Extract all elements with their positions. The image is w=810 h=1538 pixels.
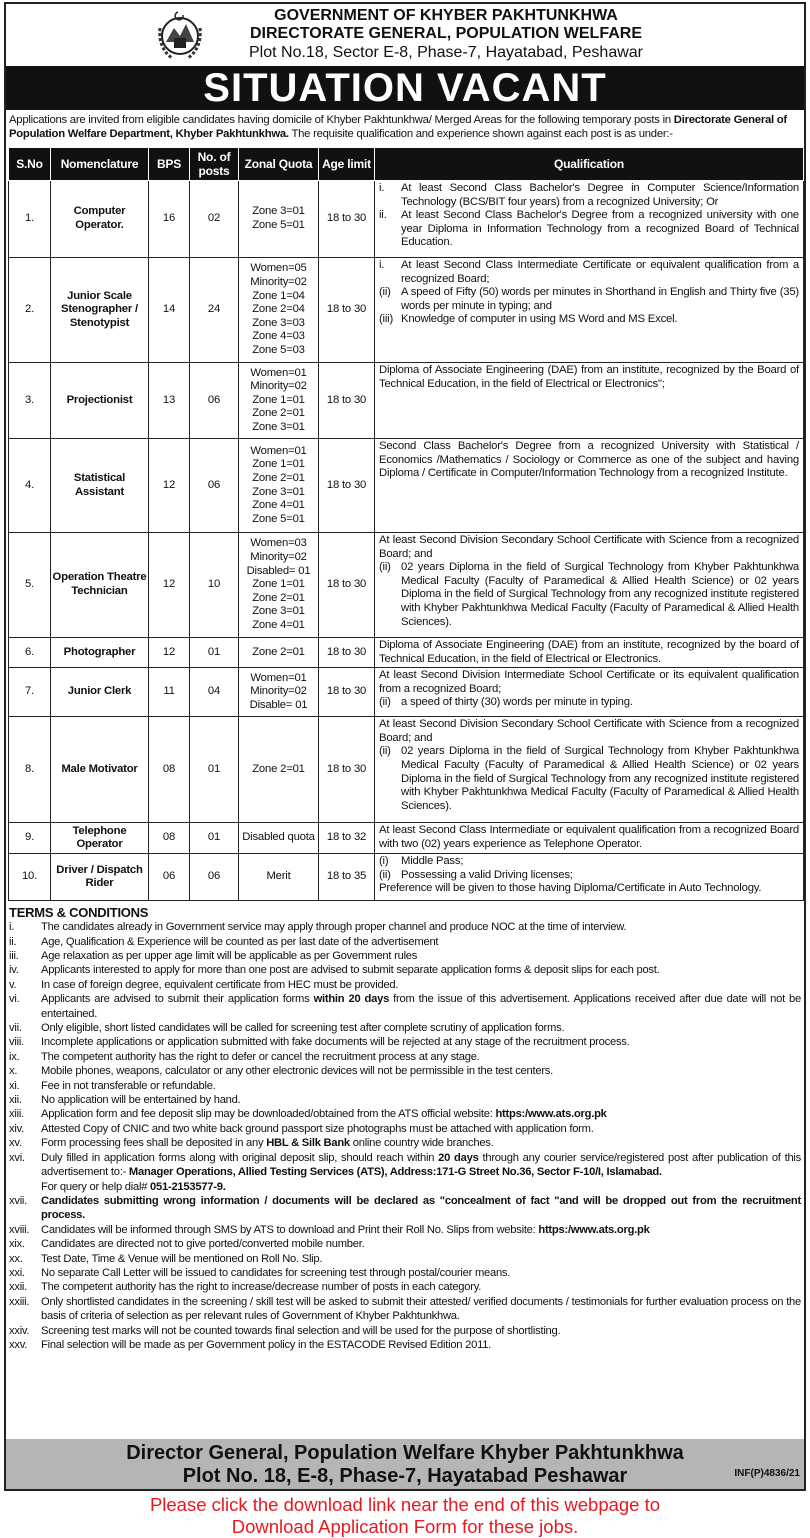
term-segment: Form processing fees shall be deposited in any [41,1137,267,1150]
quota-line: Zone 4=01 [252,618,305,631]
quota-line: Zone 3=01 [252,605,305,618]
term-item [9,1252,801,1266]
qualification-marker: (ii) [379,696,391,709]
table-row [9,668,804,717]
term-segment: Applicants interested to apply for more than one post are advised to submit separate application forms & deposit slips for each post. [41,964,660,977]
bps: 12 [149,638,190,668]
qualification-item [379,639,799,666]
number-of-posts: 24 [190,258,239,363]
number-of-posts: 06 [190,854,239,901]
term-segment: No application will be entertained by hand. [41,1094,241,1107]
term-text [41,1266,801,1280]
term-text [41,1151,801,1194]
term-marker: ii. [9,935,17,948]
zonal-quota [239,181,319,258]
number-of-posts: 01 [190,823,239,854]
term-marker: i. [9,921,15,934]
term-segment: Applicants are advised to submit their application forms [41,993,314,1006]
bps: 06 [149,854,190,901]
quota-line: Disabled= 01 [246,564,311,577]
post-name: Male Motivator [51,717,149,823]
zonal-quota [239,363,319,439]
term-bold: 20 days [438,1151,479,1164]
term-item [9,1064,801,1078]
term-segment: No separate Call Letter will be issued to candidates for screening test through postal/courier means. [41,1266,511,1279]
qualification-text: 02 years Diploma in the field of Surgical Technology from Khyber Pakhtunkhwa Medical Faculty (Faculty of Paramedical & Allied Health Science) or 02 years Diploma in the field of Surgical Technology from any recognized institute registered with Khyber Pakhtunkhwa Medical Faculty (Faculty of Paramedical & Allied Health Sciences). [401,745,799,812]
serial-number: 7. [9,668,51,717]
term-item [9,992,801,1021]
term-item [9,1093,801,1107]
term-text [41,963,801,977]
term-item [9,1266,801,1280]
bps: 12 [149,533,190,638]
term-marker: viii. [9,1036,24,1049]
term-bold: Candidates submitting wrong information / documents will be declared as "concealment of fact "and will be dropped out from the recruitment process. [41,1194,801,1222]
directorate-title: DIRECTORATE GENERAL, POPULATION WELFARE [249,25,642,42]
table-row [9,823,804,854]
term-item [9,1136,801,1150]
qualification [375,363,804,439]
term-segment: The competent authority has the right to increase/decrease number of posts in each category. [41,1281,482,1294]
table-row [9,638,804,668]
term-marker: xii. [9,1094,22,1107]
number-of-posts: 02 [190,181,239,258]
term-segment: For query or help dial# [41,1180,151,1193]
post-name: Photographer [51,638,149,668]
term-marker: xxiv. [9,1324,30,1337]
quota-line: Zone 1=04 [252,289,305,302]
term-segment: Candidates will be informed through SMS by ATS to download and Print their Roll No. Slips from website: [41,1223,539,1236]
term-text [41,1223,801,1237]
bps: 13 [149,363,190,439]
quota-line: Merit [266,870,291,883]
intro-text: Applications are invited from eligible candidates having domicile of Khyber Pakhtunkhwa/ Merged Areas for the following temporary posts in [9,114,674,126]
term-item [9,1295,801,1324]
table-row [9,181,804,258]
quota-line: Zone 1=01 [252,458,305,471]
term-marker: v. [9,978,17,991]
term-marker: xxii. [9,1281,28,1294]
term-segment: Screening test marks will not be counted towards final selection and will be used for the purpose of shortlisting. [41,1324,561,1337]
number-of-posts: 01 [190,717,239,823]
qualification-marker: i. [379,182,385,194]
qualification-item [379,182,799,209]
serial-number: 5. [9,533,51,638]
term-text [41,1035,801,1049]
post-name: Projectionist [51,363,149,439]
terms-title: TERMS & CONDITIONS [9,905,149,921]
post-name: Computer Operator. [51,181,149,258]
term-marker: xx. [9,1252,23,1265]
term-marker: vi. [9,993,20,1006]
qualification-marker: ii. [379,209,387,222]
serial-number: 8. [9,717,51,823]
quota-line: Minority=02 [250,551,307,564]
column-header: Qualification [375,148,804,181]
term-segment: In case of foreign degree, equivalent certificate from HEC must be provided. [41,978,399,991]
table-row [9,717,804,823]
post-name: Telephone Operator [51,823,149,854]
term-marker: xvi. [9,1151,25,1164]
qualification [375,181,804,258]
term-segment: The competent authority has the right to defer or cancel the recruitment process at any stage. [41,1050,480,1063]
term-segment: Duly filled in application forms along with original deposit slip, should reach within [41,1151,439,1164]
serial-number: 9. [9,823,51,854]
age-limit: 18 to 30 [319,717,375,823]
term-text [41,978,801,992]
term-marker: xxv. [9,1338,28,1351]
intro-paragraph [6,110,804,147]
term-segment: Only shortlisted candidates in the screening / skill test will be asked to submit their attested/ verified documents / testimonials for further evaluation process on the basis of criteria of selection as per relevant rules of Government of Khyber Pakhtunkhwa. [41,1295,801,1323]
quota-line: Minority=02 [250,685,307,698]
qualification-text: At least Second Class Intermediate or equivalent qualification from a recognized Board with two (02) years experience as Telephone Operator. [379,824,799,850]
term-item [9,1021,801,1035]
qualification [375,533,804,638]
quota-line: Zone 2=01 [252,591,305,604]
qualification-text: Knowledge of computer in using MS Word and MS Excel. [401,313,678,326]
table-row [9,533,804,638]
qualification [375,638,804,668]
serial-number: 10. [9,854,51,901]
quota-line: Zone 3=01 [252,420,305,433]
term-text [41,1093,801,1107]
term-item [9,935,801,949]
zonal-quota [239,717,319,823]
qualification-item [379,718,799,745]
bps: 16 [149,181,190,258]
term-item [9,1223,801,1237]
zonal-quota [239,258,319,363]
post-name: Driver / Dispatch Rider [51,854,149,901]
qualification-text: At least Second Class Bachelor's Degree in Computer Science/Information Technology (BCS/BIT four years) from a recognized University; Or [401,182,799,208]
quota-line: Zone 2=01 [252,407,305,420]
intro-bold: Directorate General of Population Welfare Department, Khyber Pakhtunkhwa. [9,114,787,140]
qualification-marker: (i) [379,855,389,868]
term-item [9,1237,801,1251]
quota-line: Women=01 [250,671,307,684]
quota-line: Zone 2=01 [252,471,305,484]
download-notice [0,1494,810,1538]
age-limit: 18 to 30 [319,363,375,439]
qualification-text: Preference will be given to those having Diploma/Certificate in Auto Technology. [379,882,762,895]
table-row [9,258,804,363]
age-limit: 18 to 30 [319,638,375,668]
term-segment: Application form and fee deposit slip may be downloaded/obtained from the ATS official website: [41,1108,496,1121]
quota-line: Zone 1=01 [252,393,305,406]
column-header: BPS [149,148,190,181]
qualification-text: Diploma of Associate Engineering (DAE) from an institute, recognized by the Board of Technical Education, in the field of Electrical or Electronics"; [379,364,799,390]
qualification-text: At least Second Division Secondary School Certificate with Science from a recognized Board; and [379,534,799,560]
term-text [41,1122,801,1136]
term-text [41,1324,801,1338]
qualification-marker: (ii) [379,868,391,881]
quota-line: Zone 2=01 [252,645,305,658]
age-limit: 18 to 30 [319,439,375,533]
quota-line: Zone 2=04 [252,303,305,316]
column-header: No. of posts [190,148,239,181]
number-of-posts: 10 [190,533,239,638]
quota-line: Minority=02 [250,276,307,289]
quota-line: Zone 3=01 [252,485,305,498]
term-segment: Incomplete applications or application submitted with fake documents will be rejected at any stage of the recruitment process. [41,1036,630,1049]
term-text [41,1295,801,1324]
qualification-item [379,209,799,250]
term-bold: Manager Operations, Allied Testing Services (ATS), Address:171-G Street No.36, Sector F-10/I, Islamabad. [128,1166,662,1179]
term-segment: online country wide branches. [349,1137,494,1150]
serial-number: 4. [9,439,51,533]
qualification-item [379,259,799,286]
age-limit: 18 to 30 [319,258,375,363]
qualification-text: Second Class Bachelor's Degree from a recognized University with Statistical / Economics /Mathematics / Sociology or Commerce as one of the subject and having Diploma / Certificate in Computer/Information Technology from a recognized Institute. [379,440,799,480]
term-text [41,949,801,963]
table-row [9,854,804,901]
qualification [375,823,804,854]
qualification-text: At least Second Class Intermediate Certificate or equivalent qualification from a recognized Board; [401,259,799,285]
quota-line: Women=01 [250,444,307,457]
zonal-quota [239,638,319,668]
qualification-item [379,313,799,327]
post-name: Junior Clerk [51,668,149,717]
term-segment: Fee in not transferable or refundable. [41,1079,216,1092]
post-name: Statistical Assistant [51,439,149,533]
zonal-quota [239,823,319,854]
column-header: Nomenclature [51,148,149,181]
qualification-text: At least Second Class Bachelor's Degree from a recognized university with one year Diploma in Information Technology from a recognized Board of Technical Education. [401,209,799,249]
reference-number: INF(P)4836/21 [734,1468,800,1479]
serial-number: 6. [9,638,51,668]
quota-line: Women=05 [250,262,307,275]
term-item [9,963,801,977]
serial-number: 2. [9,258,51,363]
qualification-item [379,855,799,869]
quota-line: Disable= 01 [249,698,308,711]
term-item [9,1050,801,1064]
term-text [41,1079,801,1093]
number-of-posts: 04 [190,668,239,717]
qualification-item [379,364,799,391]
qualification-marker: (ii) [379,745,391,758]
term-marker: ix. [9,1050,20,1063]
term-marker: xiii. [9,1108,24,1121]
term-text [41,1194,801,1223]
quota-line: Zone 4=01 [252,499,305,512]
term-item [9,1107,801,1121]
term-segment: from the issue of this advertisement. Applications received after due date will not be entertained. [41,993,801,1020]
term-text [41,1107,801,1121]
government-title: GOVERNMENT OF KHYBER PAKHTUNKHWA [274,7,618,24]
term-text [41,1136,801,1150]
term-bold: https:/www.ats.org.pk [538,1223,650,1236]
term-item [9,1151,801,1194]
term-segment: Attested Copy of CNIC and two white back ground passport size photographs must be attached with application form. [41,1122,594,1135]
quota-line: Zone 5=01 [252,219,305,231]
zonal-quota [239,668,319,717]
term-text [41,1338,801,1352]
table-row [9,363,804,439]
age-limit: 18 to 30 [319,668,375,717]
term-text [41,1252,801,1266]
quota-line: Women=01 [250,366,307,379]
bps: 08 [149,823,190,854]
number-of-posts: 01 [190,638,239,668]
term-item [9,949,801,963]
term-text [41,935,801,949]
qualification-item [379,824,799,851]
term-text [41,1021,801,1035]
term-segment: Age relaxation as per upper age limit will be applicable as per Government rules [41,950,418,962]
qualification-text: a speed of thirty (30) words per minute in typing. [401,696,633,709]
term-text [41,1050,801,1064]
qualification [375,668,804,717]
term-marker: xvii. [9,1194,28,1207]
age-limit: 18 to 32 [319,823,375,854]
term-text [41,920,801,934]
footer-line1: Director General, Population Welfare Khyber Pakhtunkhwa [126,1442,684,1464]
age-limit: 18 to 30 [319,533,375,638]
quota-line: Zone 5=03 [252,343,305,356]
footer [6,1439,804,1489]
post-name: Junior Scale Stenographer / Stenotypist [51,258,149,363]
qualification [375,854,804,901]
qualification-item [379,440,799,481]
term-item [9,978,801,992]
quota-line: Zone 4=03 [252,330,305,343]
term-text [41,1237,801,1251]
qualification-item [379,882,799,896]
qualification-item [379,534,799,561]
column-header: S.No [9,148,51,181]
qualification-text: Possessing a valid Driving licenses; [401,868,573,881]
term-segment: Only eligible, short listed candidates will be called for screening test after complete scrutiny of application forms. [41,1022,565,1035]
quota-line: Zone 1=01 [252,578,305,591]
term-marker: xix. [9,1238,25,1251]
quota-line: Zone 3=01 [252,205,305,218]
term-marker: xxiii. [9,1295,30,1308]
column-header: Age limit [319,148,375,181]
address: Plot No.18, Sector E-8, Phase-7, Hayatabad, Peshawar [249,44,643,61]
term-bold: within 20 days [313,993,390,1006]
term-item [9,1122,801,1136]
number-of-posts: 06 [190,439,239,533]
term-segment: Test Date, Time & Venue will be mentioned on Roll No. Slip. [41,1252,323,1265]
table-row [9,439,804,533]
zonal-quota [239,439,319,533]
term-marker: xxi. [9,1266,25,1279]
term-marker: x. [9,1065,18,1078]
term-bold: HBL & Silk Bank [266,1137,350,1150]
term-bold: 051-2153577-9. [150,1180,226,1193]
serial-number: 1. [9,181,51,258]
zonal-quota [239,854,319,901]
term-text [41,1064,801,1078]
term-marker: vii. [9,1022,22,1035]
quota-line: Zone 3=03 [252,316,305,329]
qualification-item [379,745,799,813]
qualification [375,258,804,363]
term-item [9,1280,801,1294]
term-segment: The candidates already in Government service may apply through proper channel and produce NOC at the time of interview. [41,921,627,934]
term-segment: through any courier service/registered post after publication of this advertisement to:- [41,1151,801,1179]
situation-vacant-banner: SITUATION VACANT [6,66,804,110]
terms-section [6,901,804,1352]
term-marker: xi. [9,1079,20,1092]
post-name: Operation Theatre Technician [51,533,149,638]
quota-line: Women=03 [250,537,307,550]
term-segment: Age, Qualification & Experience will be counted as per last date of the advertisement [41,935,439,948]
qualification-item [379,669,799,696]
term-item [9,1035,801,1049]
term-segment: Candidates are directed not to give ported/converted mobile number. [41,1238,365,1251]
term-segment: Mobile phones, weapons, calculator or any other electronic devices will not be permissible in the test centers. [41,1065,554,1078]
quota-line: Minority=02 [250,380,307,393]
bps: 08 [149,717,190,823]
qualification-item [379,869,799,883]
serial-number: 3. [9,363,51,439]
age-limit: 18 to 35 [319,854,375,901]
download-notice-line1: Please click the download link near the end of this webpage to [149,1494,661,1515]
qualification-item [379,286,799,313]
column-header: Zonal Quota [239,148,319,181]
bps: 11 [149,668,190,717]
qualification [375,439,804,533]
qualification-text: At least Second Division Secondary School Certificate with Science from a recognized Board; and [379,718,799,744]
qualification-marker: i. [379,259,385,271]
quota-line: Disabled quota [242,831,315,844]
qualification-marker: (ii) [379,286,391,299]
term-marker: xv. [9,1137,22,1150]
qualification-item [379,696,799,710]
term-item [9,1194,801,1223]
footer-line2: Plot No. 18, E-8, Phase-7, Hayatabad Peshawar [182,1465,628,1487]
bps: 12 [149,439,190,533]
qualification-marker: (ii) [379,561,391,574]
qualification-text: Middle Pass; [401,855,464,868]
term-segment: Final selection will be made as per Government policy in the ESTACODE Revised Edition 2011. [41,1338,492,1351]
qualification-item [379,561,799,629]
header [6,4,804,66]
term-bold: https:/www.ats.org.pk [495,1108,607,1121]
quota-line: Zone 2=01 [252,762,305,775]
term-marker: iv. [9,964,19,977]
term-item [9,1324,801,1338]
qualification-text: At least Second Division Intermediate School Certificate or its equivalent qualification from a recognized Board; [379,669,799,695]
age-limit: 18 to 30 [319,181,375,258]
intro-text-end: The requisite qualification and experience shown against each post is as under:- [288,128,673,140]
term-marker: xiv. [9,1122,24,1135]
kp-government-emblem-icon [152,8,208,62]
qualification-text: A speed of Fifty (50) words per minutes in Shorthand in English and Thirty five (35) words per minute in typing; and [401,286,799,312]
qualification-text: 02 years Diploma in the field of Surgical Technology from Khyber Pakhtunkhwa Medical Faculty (Faculty of Paramedical & Allied Health Science) or 02 years Diploma in the field of Surgical Technology from any recognized institute registered with Khyber Pakhtunkhwa Medical Faculty (Faculty of Paramedical & Allied Health Sciences). [401,561,799,628]
term-text [41,1280,801,1294]
download-notice-line2: Download Application Form for these jobs. [231,1516,579,1537]
qualification-text: Diploma of Associate Engineering (DAE) from an institute, recognized by the board of Technical Education, in the field of Electrical or Electronics. [379,639,799,665]
term-text [41,992,801,1021]
term-marker: xviii. [9,1223,30,1236]
bps: 14 [149,258,190,363]
qualification-marker: (iii) [379,313,394,326]
term-marker: iii. [9,950,19,962]
advertisement [4,2,806,1491]
zonal-quota [239,533,319,638]
quota-line: Zone 5=01 [252,512,305,525]
term-item [9,920,801,934]
term-item [9,1338,801,1352]
qualification [375,717,804,823]
number-of-posts: 06 [190,363,239,439]
posts-table [8,147,804,901]
term-item [9,1079,801,1093]
